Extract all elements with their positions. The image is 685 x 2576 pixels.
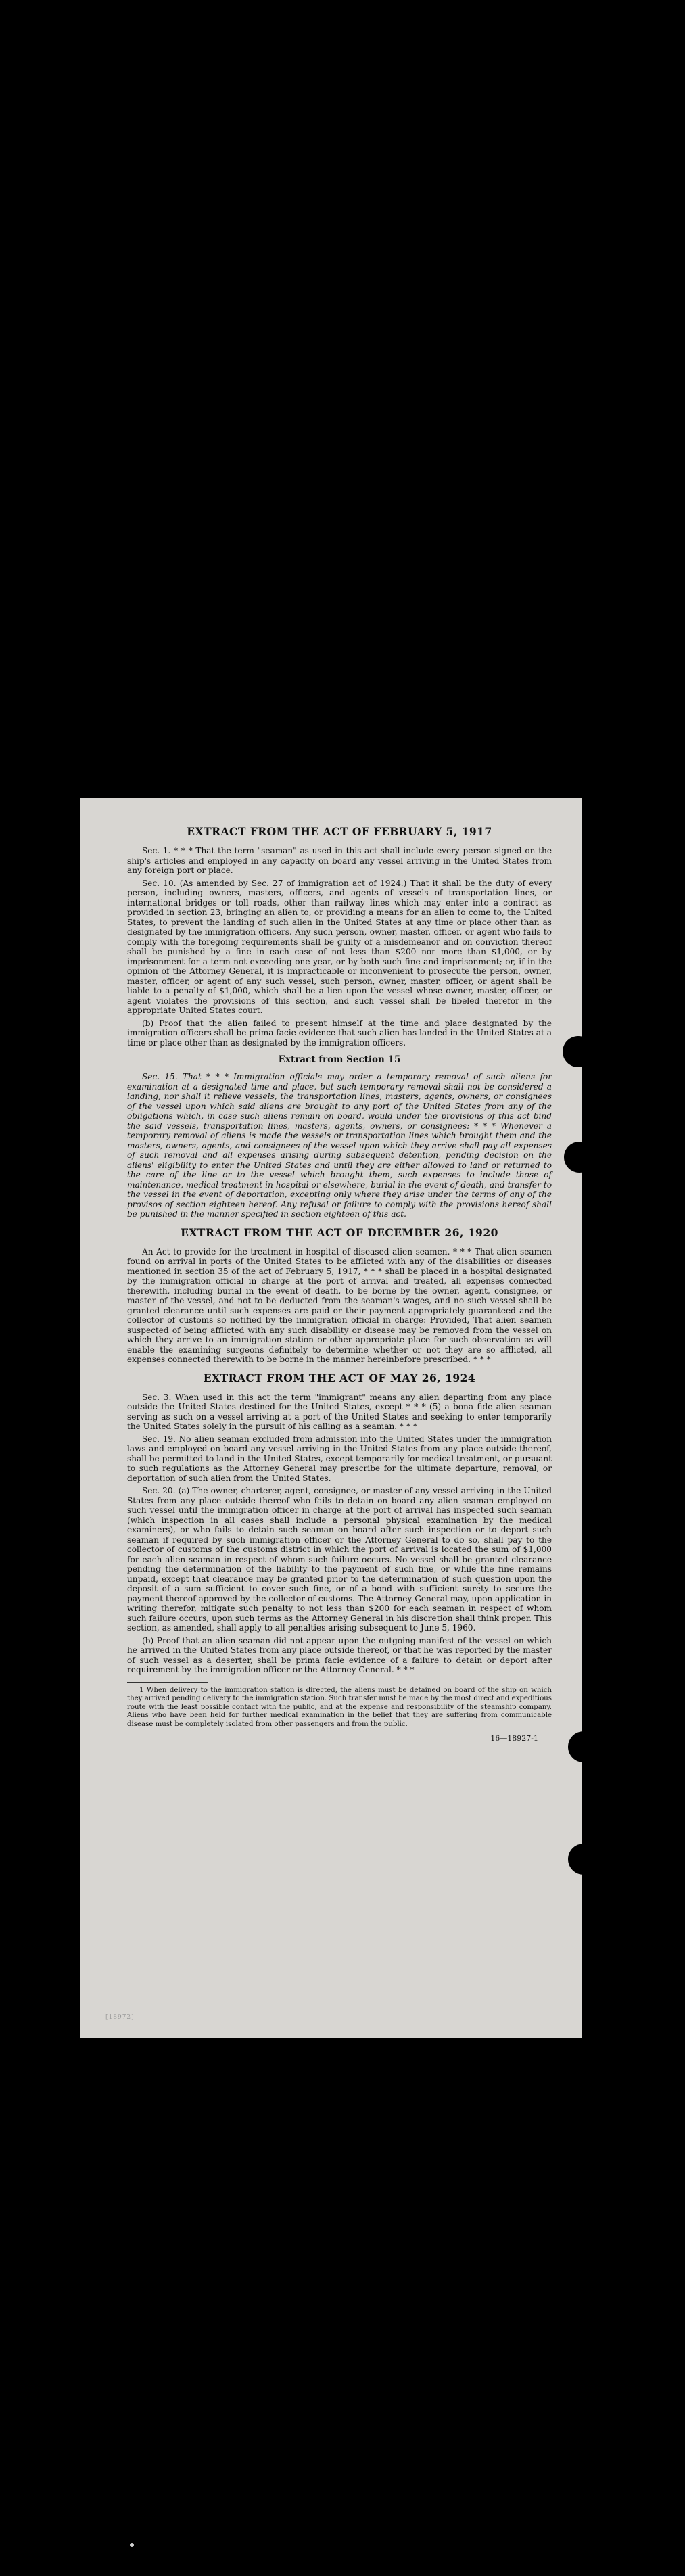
paragraph: (b) Proof that the alien failed to present himself at the time and place designated by the immigration officers shall be prima facie evidence that such alien has landed in the United States at a time or place other than as designated by the immigration officers. <box>127 1018 552 1048</box>
paragraph: Sec. 20. (a) The owner, charterer, agent, consignee, or master of any vessel arriving in the United States from any place outside thereof who fails to detain on board any alien seaman employed on such vessel until the immigration officer in charge at the port of arrival has inspected such seaman (which inspection in all cases shall include a personal physical examination by the medical examiners), or who fails to detain such seaman on board after such inspection or to deport such seaman if required by such immigration officer or the Attorney General to do so, shall pay to the collector of customs of the customs district in which the port of arrival is located the sum of $1,000 for each alien seaman in respect of whom such failure occurs. No vessel shall be granted clearance pending the determination of the liability to the payment of such fine, or while the fine remains unpaid, except that clearance may be granted prior to the determination of such question upon the deposit of a sum sufficient to cover such fine, or of a bond with sufficient surety to secure the payment thereof approved by the collector of customs. The Attorney General may, upon application in writing therefor, mitigate such penalty to not less than $200 for each seaman in respect of whom such failure occurs, upon such terms as the Attorney General in his discretion shall think proper. This section, as amended, shall apply to all penalties arising subsequent to June 5, 1960. <box>127 1486 552 1633</box>
punch-hole <box>568 1844 582 1875</box>
punch-hole <box>568 1731 582 1762</box>
document-number: 16—18927-1 <box>490 1734 538 1743</box>
speck <box>130 2543 134 2547</box>
section-act-1920 <box>127 1226 552 1365</box>
punch-hole <box>564 1142 582 1173</box>
section-heading: EXTRACT FROM THE ACT OF DECEMBER 26, 1920 <box>181 1225 498 1239</box>
paragraph: An Act to provide for the treatment in hospital of diseased alien seamen. * * * That alien seamen found on arrival in ports of the United States to be afflicted with any of the disabilities or diseases mentioned in section 35 of the act of February 5, 1917, * * * shall be placed in a hospital designated by the immigration official in charge at the port of arrival and treated, all expenses connected therewith, including burial in the event of death, to be borne by the owner, agent, consignee, or master of the vessel, and not to be deducted from the seaman's wages, and no such vessel shall be granted clearance until such expenses are paid or their payment appropriately guaranteed and the collector of customs so notified by the immigration official in charge: Provided, That alien seamen suspected of being afflicted with any such disability or disease may be removed from the vessel on which they arrive to an immigration station or other appropriate place for such observation as will enable the examining surgeons definitely to determine whether or not they are so afflicted, all expenses connected therewith to be borne in the manner hereinbefore prescribed. * * * <box>127 1246 552 1364</box>
section-act-1924 <box>127 1372 552 1675</box>
section-heading: EXTRACT FROM THE ACT OF MAY 26, 1924 <box>203 1371 476 1384</box>
section-act-1917 <box>127 825 552 1048</box>
archive-stamp: [18972] <box>105 2014 135 2021</box>
footnote-divider <box>127 1682 208 1683</box>
paragraph: Sec. 3. When used in this act the term "immigrant" means any alien departing from any place outside the United States destined for the United States, except * * * (5) a bona fide alien seaman serving as such on a vessel arriving at a port of the United States and seeking to enter temporarily the United States solely in the pursuit of his calling as a seaman. * * * <box>127 1392 552 1431</box>
paragraph: Sec. 15. That * * * Immigration officials may order a temporary removal of such aliens for examination at a designated time and place, but such temporary removal shall not be considered a landing, nor shall it relieve vessels, the transportation lines, masters, agents, owners, or consignees of the vessel upon which said aliens are brought to any port of the United States from any of the obligations which, in case such aliens remain on board, would under the provisions of this act bind the said vessels, transportation lines, masters, agents, owners, or consignees: * * * Whenever a temporary removal of aliens is made the vessels or transportation lines which brought them and the masters, owners, agents, and consignees of the vessel upon which they arrive shall pay all expenses of such removal and all expenses arising during subsequent detention, pending decision on the aliens' eligibility to enter the United States and until they are either allowed to land or returned to the care of the line or to the vessel which brought them, such expenses to include those of maintenance, medical treatment in hospital or elsewhere, burial in the event of death, and transfer to the vessel in the event of deportation, excepting only where they arise under the terms of any of the provisos of section eighteen hereof. Any refusal or failure to comply with the provisions hereof shall be punished in the manner specified in section eighteen of this act. <box>127 1072 552 1219</box>
paragraph: (b) Proof that an alien seaman did not appear upon the outgoing manifest of the vessel on which he arrived in the United States from any place outside thereof, or that he was reported by the master of such vessel as a deserter, shall be prima facie evidence of a failure to detain or deport after requirement by the immigration officer or the Attorney General. * * * <box>127 1635 552 1675</box>
document-page <box>80 798 582 2038</box>
paragraph: Sec. 10. (As amended by Sec. 27 of immigration act of 1924.) That it shall be the duty of every person, including owners, masters, officers, and agents of vessels of transportation lines, or international bridges or toll roads, other than railway lines which may enter into a contract as provided in section 23, bringing an alien to, or providing a means for an alien to come to, the United States, to prevent the landing of such alien in the United States at any time or place other than as designated by the immigration officers. Any such person, owner, master, officer, or agent who fails to comply with the foregoing requirements shall be guilty of a misdemeanor and on conviction thereof shall be punished by a fine in each case of not less than $200 nor more than $1,000, or by imprisonment for a term not exceeding one year, or by both such fine and imprisonment; or, if in the opinion of the Attorney General, it is impracticable or inconvenient to prosecute the person, owner, master, officer, or agent of any such vessel, such person, owner, master, officer, or agent shall be liable to a penalty of $1,000, which shall be a lien upon the vessel whose owner, master, officer, or agent violates the provisions of this section, and such vessel shall be libeled therefor in the appropriate United States court. <box>127 878 552 1015</box>
section-extract-15 <box>127 1054 552 1219</box>
paragraph: Sec. 1. * * * That the term "seaman" as used in this act shall include every person signed on the ship's articles and employed in any capacity on board any vessel arriving in the United States from any foreign port or place. <box>127 846 552 875</box>
punch-hole <box>563 1036 582 1067</box>
footnote: 1 When delivery to the immigration station is directed, the aliens must be detained on board of the ship on which they arrived pending delivery to the immigration station. Such transfer must be made by the most direct and expeditious route with the least possible contact with the public, and at the expense and responsibility of the steamship company. Aliens who have been held for further medical examination in the belief that they are suffering from communicable disease must be completely isolated from other passengers and from the public. <box>127 1686 552 1728</box>
section-heading: EXTRACT FROM THE ACT OF FEBRUARY 5, 1917 <box>187 825 492 838</box>
section-heading: Extract from Section 15 <box>278 1054 401 1065</box>
paragraph: Sec. 19. No alien seaman excluded from admission into the United States under the immigration laws and employed on board any vessel arriving in the United States from any place outside thereof, shall be permitted to land in the United States, except temporarily for medical treatment, or pursuant to such regulations as the Attorney General may prescribe for the ultimate departure, removal, or deportation of such alien from the United States. <box>127 1434 552 1483</box>
